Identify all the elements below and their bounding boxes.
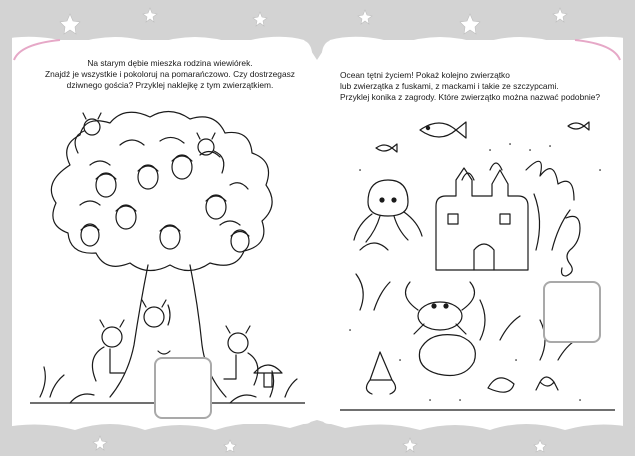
- left-instruction-line: Znajdź je wszystkie i pokoloruj na pomarańczowo. Czy dostrzegasz: [45, 69, 295, 79]
- left-page-instructions: [40, 58, 300, 91]
- right-page-instructions: [340, 70, 610, 103]
- right-instruction-line: Przyklej konika z zagrody. Które zwierzątko można nazwać podobnie?: [340, 92, 601, 102]
- right-instruction-line: lub zwierzątka z fuskami, z mackami i takie ze szczypcami.: [340, 81, 559, 91]
- sticker-placeholder-right[interactable]: [543, 281, 601, 343]
- sticker-placeholder-left[interactable]: [154, 357, 212, 419]
- left-instruction-line: Na starym dębie mieszka rodzina wiewiórek.: [87, 58, 253, 68]
- right-instruction-line: Ocean tętni życiem! Pokaż kolejno zwierzątko: [340, 70, 510, 80]
- ocean-scene-illustration: [340, 110, 615, 420]
- left-instruction-line: dziwnego gościa? Przyklej naklejkę z tym zwierzątkiem.: [66, 80, 274, 90]
